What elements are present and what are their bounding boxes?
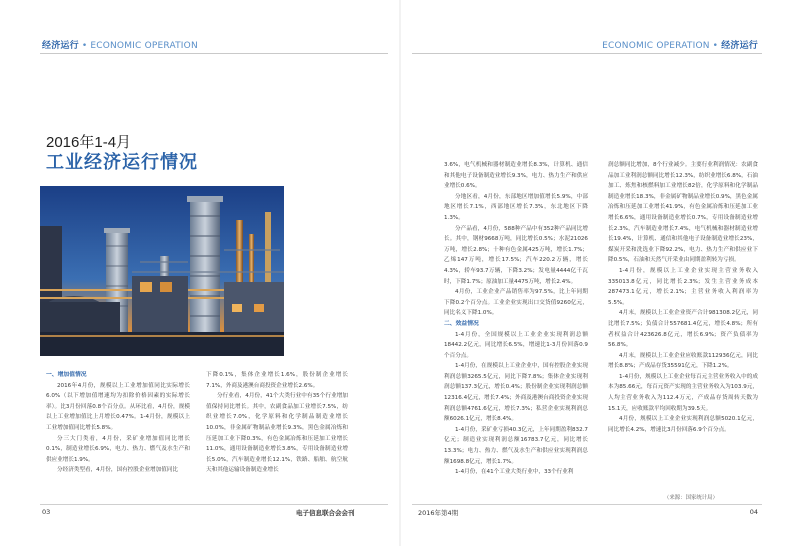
body-paragraph: 下降0.1%，集体企业增长1.6%，股份制企业增长7.1%，外商及港澳台商投资企业增长2.6%。 xyxy=(206,372,348,389)
body-paragraph: 1-4月份，全国规模以上工业企业实现利润总额18442.2亿元，同比增长6.5%，增速比1-3月份回落0.9个百分点。 xyxy=(444,331,588,359)
body-paragraph: 分三大门类看，4月份，采矿业增加值同比增长0.1%，制造业增长6.9%，电力、热力、燃气及水生产和供应业增长1.9%。 xyxy=(46,435,190,463)
body-paragraph: 2016年4月份，规模以上工业增加值同比实际增长6.0%（以下增加值增速均为扣除价格因素的实际增长率）。比3月份回落0.8个百分点。从环比看，4月份，规模以上工业增加值比上月增长0.47%。1-4月份，规模以上工业增加值同比增长5.8%。 xyxy=(46,382,190,431)
running-header-right xyxy=(602,38,758,51)
header-rule-right xyxy=(412,53,762,54)
article-title-date: 2016年1-4月 xyxy=(46,134,132,151)
article-title: 工业经济运行情况 xyxy=(46,152,198,173)
body-paragraph: 分行业看，4月份，41个大类行业中有35个行业增加值保持同比增长。其中，农副食品加工业增长7.5%，纺织业增长7.0%，化学原料和化学制品制造业增长10.0%，非金属矿物制品业增长9.3%，黑色金属冶炼和压延加工业下降0.3%，有色金属冶炼和压延加工业增长11.0%，通用设备制造业增长3.8%，专用设备制造业增长5.0%，汽车制造业增长12.1%，铁路、船舶、航空航天和其他运输设备制造业增长 xyxy=(206,393,348,474)
page-number-left: 03 xyxy=(42,508,51,516)
header-section-en: ECONOMIC OPERATION xyxy=(602,41,710,51)
refinery-photo xyxy=(40,186,284,356)
body-paragraph: 分产品看，4月份，588种产品中有352种产品同比增长。其中，钢材9668万吨，同比增长0.5%；水泥21026万吨，增长2.8%；十种有色金属425万吨，增长1.7%；乙烯147万吨，增长17.5%；汽车220.2万辆，增长4.3%，轿车93.7万辆，下降3.2%；发电量4444亿千瓦时，下降1.7%；原油加工量4475万吨，增长2.4%。 xyxy=(444,225,588,285)
section-heading: 二、效益情况 xyxy=(444,320,479,327)
body-paragraph: 1-4月份，规模以上工业企业每百元主营业务收入中的成本为85.66元，每百元资产实现的主营业务收入为103.9元，人均主营业务收入为112.4万元，产成品存货周转天数为15.1天，应收账款平均回收期为39.5天。 xyxy=(608,373,758,412)
body-paragraph: 3.6%，电气机械和器材制造业增长8.3%，计算机、通信和其他电子设备制造业增长9.3%，电力、热力生产和供应业增长0.6%。 xyxy=(444,162,588,190)
body-paragraph: 润总额同比增加，8个行业减少。主要行业利润情况：农副食品加工业利润总额同比增长12.3%，纺织业增长6.8%，石油加工、炼焦和核燃料加工业增长82倍，化学原料和化学制品制造业增长18.3%，非金属矿物制品业增长0.9%，黑色金属冶炼和压延加工业增长41.9%，有色金属冶炼和压延加工业增长6.6%，通用设备制造业增长0.7%，专用设备制造业增长2.3%，汽车制造业增长7.4%，电气机械和器材制造业增长19.4%，计算机、通信和其他电子设备制造业增长23%，煤炭开采和洗选业下降92.2%，电力、热力生产和供应业下降0.5%，石油和天然气开采业由同期盈利转为亏损。 xyxy=(608,162,758,264)
page-number-right: 04 xyxy=(749,508,758,516)
footer-rule-left xyxy=(40,504,388,505)
body-paragraph: 4月份，工业企业产品销售率为97.5%，比上年同期下降0.2个百分点。工业企业实现出口交货值9260亿元，同比名义下降1.0%。 xyxy=(444,289,588,317)
body-paragraph: 4月份，规模以上工业企业实现利润总额5020.1亿元，同比增长4.2%，增速比3月份回落6.9个百分点。 xyxy=(608,416,758,433)
page-spine xyxy=(399,0,401,546)
header-separator: • xyxy=(712,41,719,51)
section-heading: 一、增加值情况 xyxy=(46,372,87,378)
header-section-en: ECONOMIC OPERATION xyxy=(90,41,198,51)
body-paragraph: 分经济类型看，4月份，国有控股企业增加值同比 xyxy=(57,467,179,474)
issue-label: 2016年第4期 xyxy=(418,509,459,517)
text-column-4 xyxy=(608,160,758,435)
header-separator: • xyxy=(81,41,88,51)
text-column-3 xyxy=(444,160,588,478)
running-header-left xyxy=(42,38,198,51)
body-paragraph: 1-4月份，采矿业亏损40.3亿元，上年同期盈利832.7亿元；制造业实现利润总额16783.7亿元，同比增长13.3%；电力、热力、燃气及水生产和供应业实现利润总额1698.8亿元，增长1.7%。 xyxy=(444,426,588,465)
footer-rule-right xyxy=(412,504,762,505)
publication-name: 电子信息联合会会刊 xyxy=(296,509,355,517)
header-section-cn: 经济运行 xyxy=(721,41,758,51)
text-column-2 xyxy=(206,370,348,476)
header-rule-left xyxy=(40,53,388,54)
body-paragraph: 分地区看，4月份，东部地区增加值增长5.9%，中部地区增长7.1%，西部地区增长7.3%，东北地区下降1.3%。 xyxy=(444,193,588,221)
text-column-1 xyxy=(46,370,190,476)
body-paragraph: 1-4月份，在规模以上工业企业中，国有控股企业实现利润总额3265.5亿元，同比下降7.8%；集体企业实现利润总额137.3亿元，增长0.4%；股份制企业实现利润总额12316.4亿元，增长7.4%；外商及港澳台商投资企业实现利润总额4761.6亿元，增长7.3%；私营企业实现利润总额6026.1亿元，增长8.4%。 xyxy=(444,363,588,423)
body-paragraph: 4月末，规模以上工业企业资产合计981308.2亿元，同比增长7.5%；负债合计557681.4亿元，增长4.8%；所有者权益合计423626.8亿元，增长6.9%；资产负债率为56.8%。 xyxy=(608,310,758,349)
source-note: （来源：国家统计局） xyxy=(664,495,718,501)
body-paragraph: 1-4月份，规模以上工业企业实现主营业务收入335013.8亿元，同比增长2.3%；发生主营业务成本287473.1亿元，增长2.1%；主营业务收入利润率为5.5%。 xyxy=(608,267,758,306)
body-paragraph: 1-4月份，在41个工业大类行业中，33个行业利 xyxy=(455,469,574,476)
body-paragraph: 4月末，规模以上工业企业应收账款112936亿元，同比增长8.8%；产成品存货35591亿元，下降1.2%。 xyxy=(608,352,758,370)
header-section-cn: 经济运行 xyxy=(42,41,79,51)
